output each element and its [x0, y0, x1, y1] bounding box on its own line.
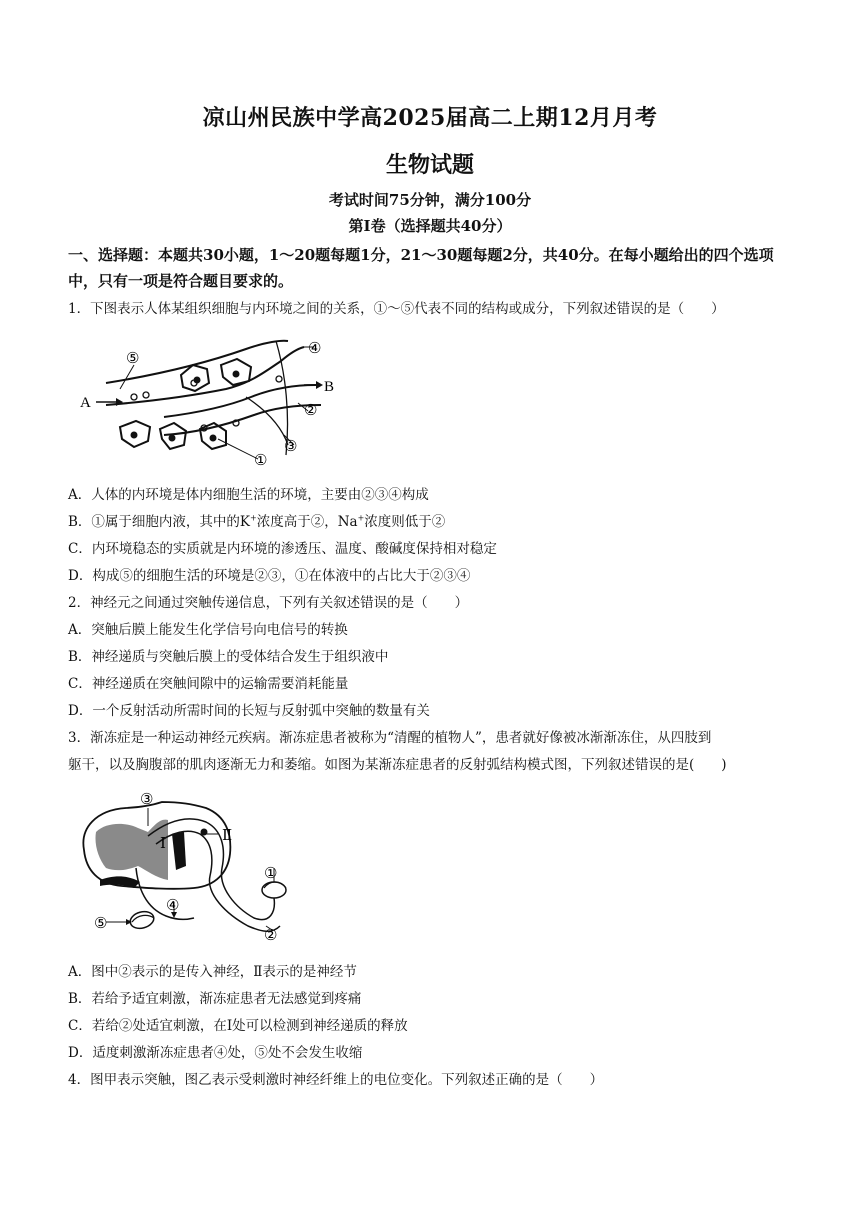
label-a: A: [80, 395, 91, 411]
label-b: B: [324, 379, 335, 395]
exam-title: 凉山州民族中学高2025届高二上期12月月考: [202, 105, 658, 131]
section-instructions: 一、选择题：本题共30小题，1～20题每题1分，21～30题每题2分，共40分。在每小题给出的四个选项中，只有一项是符合题目要求的。: [68, 246, 774, 290]
q2-option-a: A．突触后膜上能发生化学信号向电信号的转换: [68, 622, 348, 638]
q3-stem-line1: 3．渐冻症是一种运动神经元疾病。渐冻症患者被称为“清醒的植物人”，患者就好像被冰渐渐冻住，从四肢到: [68, 730, 712, 746]
volume-heading: 第Ⅰ卷（选择题共40分）: [348, 217, 512, 235]
q2-stem: 2．神经元之间通过突触传递信息，下列有关叙述错误的是（ ）: [68, 595, 469, 611]
q2-option-c: C．神经递质在突触间隙中的运输需要消耗能量: [68, 676, 349, 692]
marker-1: ①: [254, 453, 268, 469]
q1-option-c: C．内环境稳态的实质就是内环境的渗透压、温度、酸碱度保持相对稳定: [68, 541, 497, 557]
q3-figure-reflex-arc: [76, 788, 308, 950]
q2-option-b: B．神经递质与突触后膜上的受体结合发生于组织液中: [68, 649, 389, 665]
marker-3: ③: [284, 439, 298, 455]
q3-option-b: B．若给予适宜刺激，渐冻症患者无法感觉到疼痛: [68, 991, 362, 1007]
roman-i: Ⅰ: [160, 836, 166, 852]
marker-5: ⑤: [126, 351, 140, 367]
marker-5: ⑤: [94, 916, 108, 932]
q3-option-a: A．图中②表示的是传入神经，Ⅱ表示的是神经节: [68, 964, 357, 980]
marker-1: ①: [264, 866, 278, 882]
marker-4: ④: [308, 341, 322, 357]
q2-option-d: D．一个反射活动所需时间的长短与反射弧中突触的数量有关: [68, 703, 430, 719]
roman-ii: Ⅱ: [222, 828, 233, 844]
q1-figure-tissue-cells: [76, 335, 336, 470]
q3-stem-line2: 躯干，以及胸腹部的肌肉逐渐无力和萎缩。如图为某渐冻症患者的反射弧结构模式图，下列叙述错误的是( ): [68, 757, 727, 773]
q1-option-b: B．①属于细胞内液，其中的K+浓度高于②，Na+浓度则低于②: [68, 513, 446, 530]
q1-stem: 1．下图表示人体某组织细胞与内环境之间的关系，①～⑤代表不同的结构或成分，下列叙述错误的是（ ）: [68, 301, 725, 317]
q1-option-d: D．构成⑤的细胞生活的环境是②③，①在体液中的占比大于②③④: [68, 568, 471, 584]
exam-info: 考试时间75分钟，满分100分: [328, 191, 532, 209]
marker-4: ④: [166, 898, 180, 914]
marker-2: ②: [304, 403, 318, 419]
q4-stem: 4．图甲表示突触，图乙表示受刺激时神经纤维上的电位变化。下列叙述正确的是（ ）: [68, 1072, 604, 1088]
marker-2: ②: [264, 928, 278, 944]
q3-option-c: C．若给②处适宜刺激，在Ⅰ处可以检测到神经递质的释放: [68, 1018, 408, 1034]
subject-title: 生物试题: [385, 152, 474, 178]
marker-3: ③: [140, 792, 154, 808]
q1-option-a: A．人体的内环境是体内细胞生活的环境，主要由②③④构成: [68, 487, 429, 503]
q3-option-d: D．适度刺激渐冻症患者④处，⑤处不会发生收缩: [68, 1045, 363, 1061]
